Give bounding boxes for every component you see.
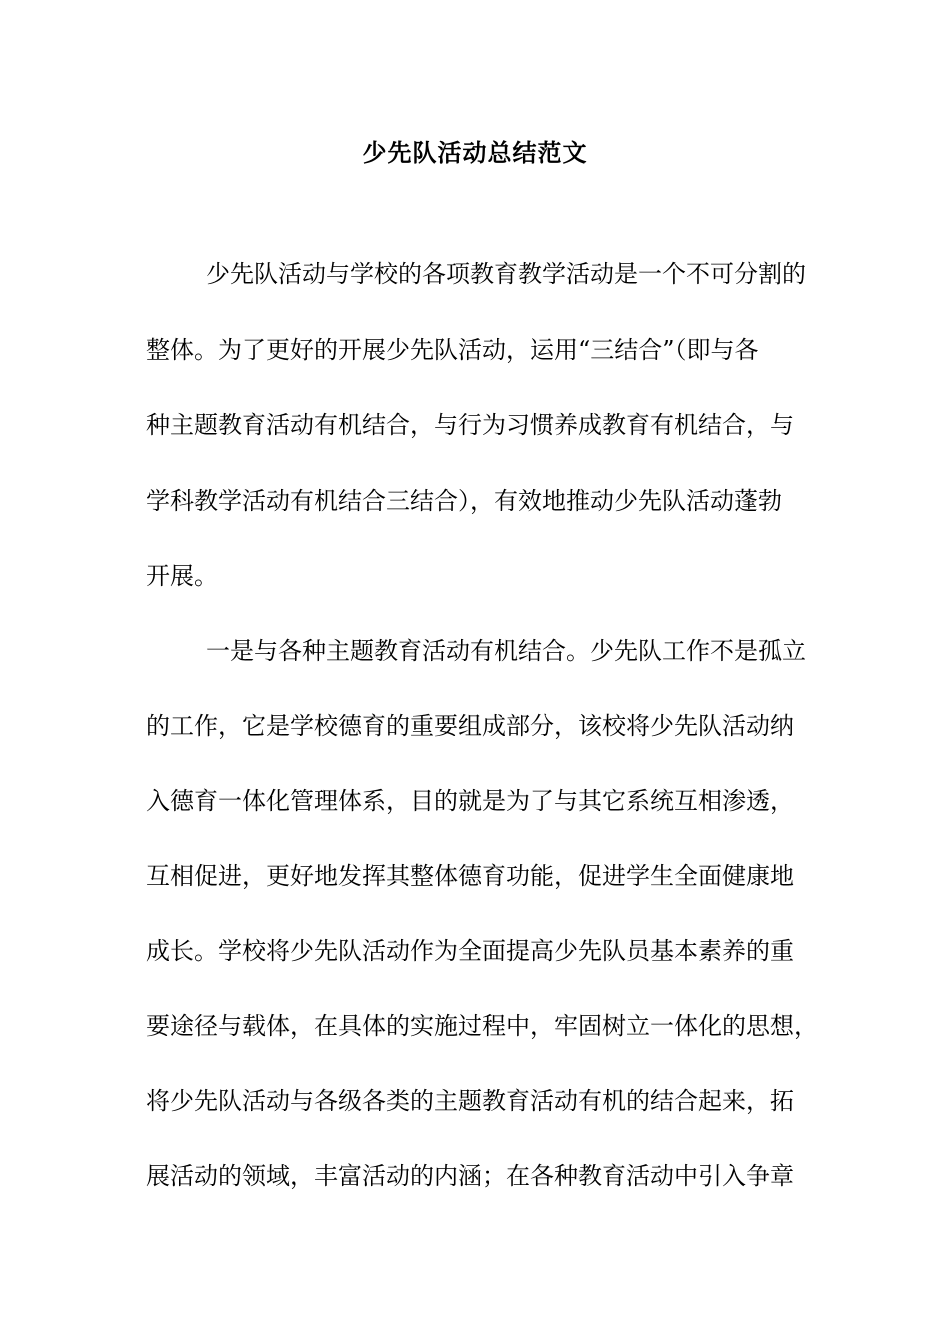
paragraph-2-line-1: 一是与各种主题教育活动有机结合。少先队工作不是孤立 — [206, 637, 806, 665]
paragraph-1-line-2: 整体。为了更好的开展少先队活动，运用“三结合”（即与各 — [146, 336, 759, 364]
paragraph-2-line-6: 要途径与载体，在具体的实施过程中，牢固树立一体化的思想， — [146, 1012, 818, 1040]
paragraph-1-line-1: 少先队活动与学校的各项教育教学活动是一个不可分割的 — [206, 260, 806, 288]
paragraph-2-line-4: 互相促进，更好地发挥其整体德育功能，促进学生全面健康地 — [146, 862, 794, 890]
paragraph-2-line-7: 将少先队活动与各级各类的主题教育活动有机的结合起来，拓 — [146, 1087, 794, 1115]
paragraph-2-line-2: 的工作，它是学校德育的重要组成部分，该校将少先队活动纳 — [146, 712, 794, 740]
paragraph-1-line-3: 种主题教育活动有机结合，与行为习惯养成教育有机结合，与 — [146, 411, 794, 439]
document-title: 少先队活动总结范文 — [362, 138, 588, 167]
paragraph-2-line-8: 展活动的领域，丰富活动的内涵；在各种教育活动中引入争章 — [146, 1162, 794, 1190]
paragraph-1-line-4: 学科教学活动有机结合三结合），有效地推动少先队活动蓬勃 — [146, 487, 782, 515]
paragraph-1-line-5: 开展。 — [146, 562, 218, 590]
paragraph-2-line-5: 成长。学校将少先队活动作为全面提高少先队员基本素养的重 — [146, 937, 794, 965]
paragraph-2-line-3: 入德育一体化管理体系，目的就是为了与其它系统互相渗透， — [146, 787, 794, 815]
